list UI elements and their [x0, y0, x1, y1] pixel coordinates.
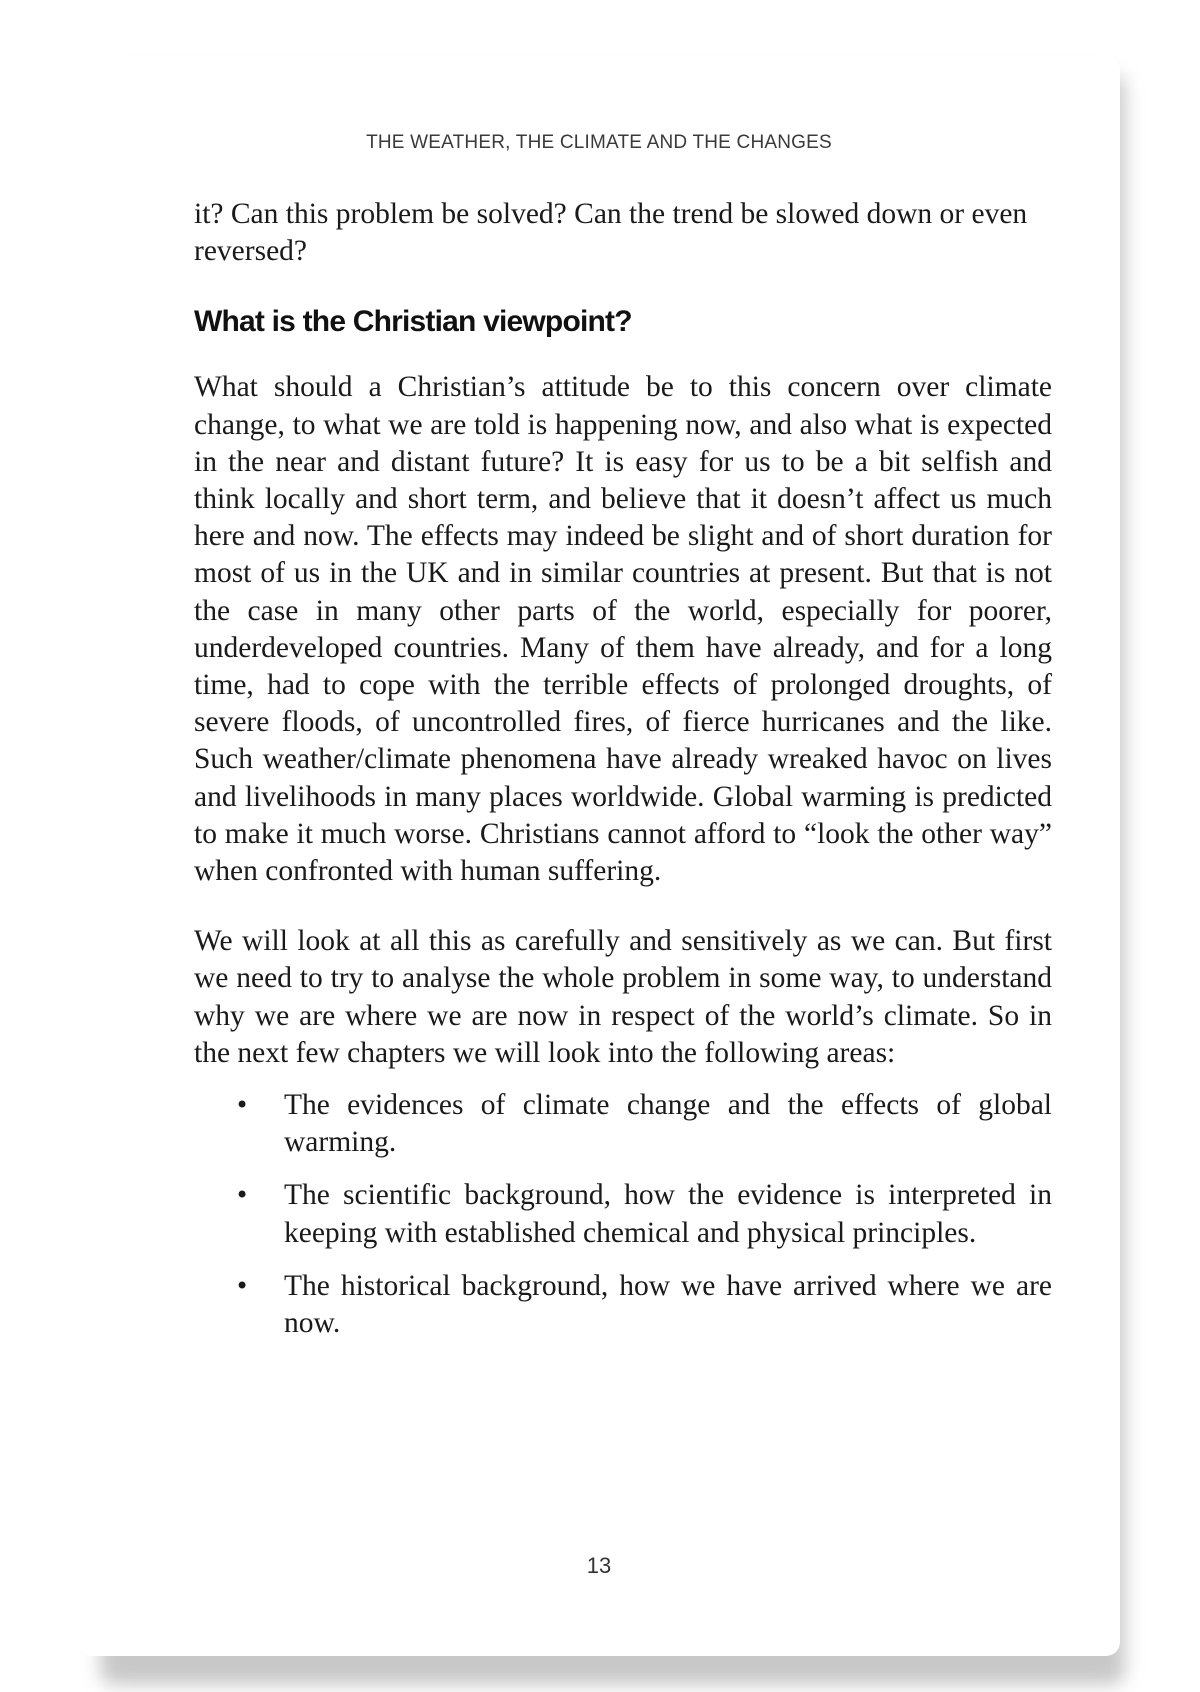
bullet-text: The scientific background, how the evidence is interpreted in keeping with established chemical and physical principles.: [284, 1179, 1052, 1249]
page-body: [194, 196, 1052, 1358]
bullet-item: [194, 1177, 1052, 1251]
bullet-text: The evidences of climate change and the effects of global warming.: [284, 1089, 1052, 1159]
continuation-paragraph: it? Can this problem be solved? Can the trend be slowed down or even reversed?: [194, 198, 1028, 268]
bullet-item: [194, 1268, 1052, 1342]
section-heading: What is the Christian viewpoint?: [194, 305, 632, 339]
bullet-icon: •: [235, 1181, 250, 1210]
running-head: THE WEATHER, THE CLIMATE AND THE CHANGES: [366, 132, 832, 153]
bullet-icon: •: [235, 1091, 250, 1120]
bullet-item: [194, 1087, 1052, 1161]
bullet-text: The historical background, how we have arrived where we are now.: [284, 1269, 1052, 1340]
book-page: [78, 56, 1120, 1656]
bullet-icon: •: [235, 1271, 250, 1300]
bullet-list: [194, 1087, 1052, 1342]
body-paragraph: What should a Christian’s attitude be to this concern over climate change, to what we are told is happening now, and also what is expected in the near and distant future? It is easy for us to be a bit selfish and think locally and short term, and believe that it doesn’t affect us much here and now. The effects may indeed be slight and of short duration for most of us in the UK and in similar countries at present. But that is not the case in many other parts of the world, especially for poorer, underdeveloped countries. Many of them have already, and for a long time, had to cope with the terrible effects of prolonged droughts, of severe floods, of uncontrolled fires, of fierce hurricanes and the like. Such weather/climate phenomena have already wreaked havoc on lives and livelihoods in many places worldwide. Global warming is predicted to make it much worse. Christians cannot afford to “look the other way” when confronted with human suffering.: [194, 371, 1052, 888]
body-paragraph: We will look at all this as carefully and sensitively as we can. But first we need to try to analyse the whole problem in some way, to understand why we are where we are now in respect of the world’s climate. So in the next few chapters we will look into the following areas:: [194, 925, 1052, 1069]
page-number: 13: [586, 1553, 612, 1578]
